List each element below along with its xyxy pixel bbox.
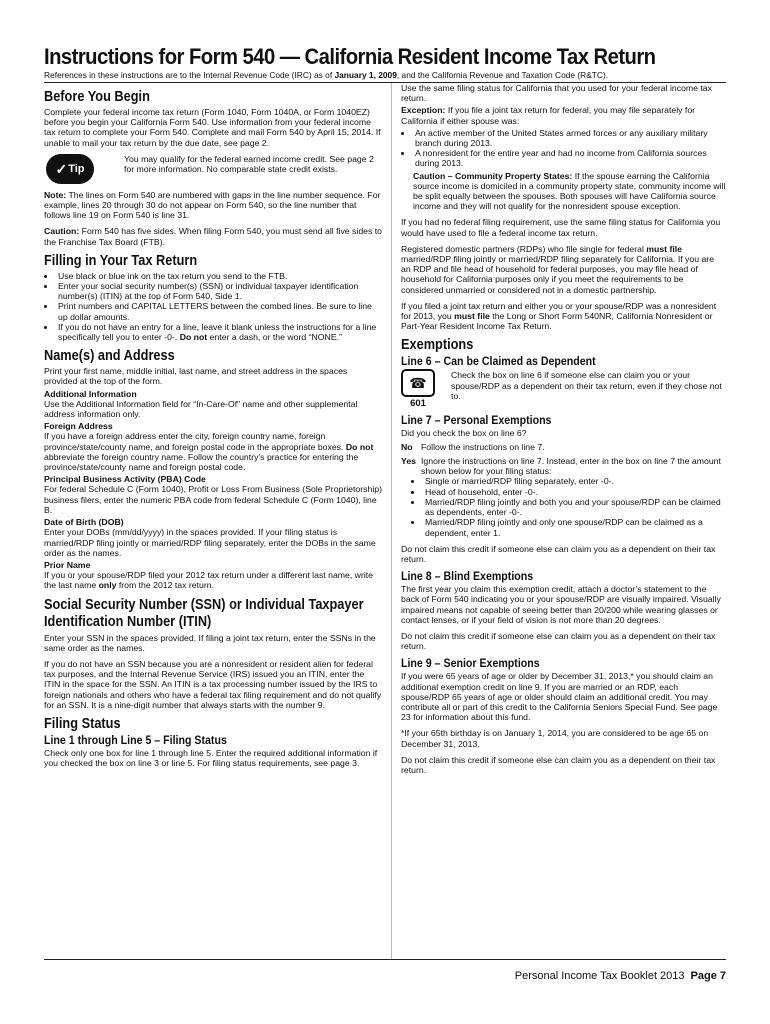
prior-name-text <box>44 570 382 590</box>
ssn-paragraph-2: If you do not have an SSN because you are a nonresident or resident alien for federal tax purposes, and the Internal Revenue Service (IRS) issued you an ITIN, enter the ITIN in the space for the SSN. An ITIN is a tax processing number issued by the IRS to foreign nationals and others who have a federal tax filing requirement and do not qualify for an SSN. It is a nine-digit number that always starts with the number 9. <box>44 658 382 710</box>
filling-item <box>56 322 382 342</box>
line9-note: Do not claim this credit if someone else can claim you as a dependent on their tax return. <box>401 754 716 775</box>
joint-bold: must file <box>454 311 490 322</box>
rdp-post: married/RDP filing jointly or married/RDP filing separately for California. If you are an RDP and file head of household for federal purposes, you may file head of household for California purposes only if you meet the requirements to be considered unmarried or considered not in a domestic partnership. <box>401 254 715 295</box>
exception-item: • An active member of the United States armed forces or any auxiliary military branch during 2013. <box>413 128 726 148</box>
page-subtitle <box>44 70 726 80</box>
left-column <box>44 89 382 774</box>
filling-item: • Use black or blue ink on the tax return you send to the FTB. <box>56 271 382 281</box>
page-title: Instructions for Form 540 — California Resident Income Tax Return <box>44 44 656 69</box>
page <box>44 44 726 775</box>
joint-nonresident-paragraph <box>401 301 726 332</box>
pba-text: For federal Schedule C (Form 1040), Profit or Loss From Business (Sole Proprietorship) business filers, enter the numeric PBA code from federal Schedule C (Form 1040), line B. <box>44 484 382 515</box>
prior-post: from the 2012 tax return. <box>116 580 214 591</box>
additional-info-heading: Additional Information <box>44 388 137 399</box>
right-column <box>401 83 726 781</box>
column-divider <box>391 83 392 959</box>
line9-text: If you were 65 years of age or older by December 31, 2013,* you should claim an additional exemption credit on line 9. If you are married or an RDP, each spouse/RDP 65 years of age or older should claim an additional credit. You may contribute all or part of this credit to the California Seniors Special Fund. See page 23 for information about this fund. <box>401 671 718 723</box>
phone-number: 601 <box>410 398 426 410</box>
note-paragraph <box>44 190 382 221</box>
filling-item: • Enter your social security number(s) (SSN) or individual taxpayer identification number(s) (ITIN) at the top of Form 540, Side 1. <box>56 281 382 301</box>
no-text: Follow the instructions on line 7. <box>421 441 545 452</box>
line6-heading: Line 6 – Can be Claimed as Dependent <box>401 354 596 369</box>
phone-badge <box>401 369 435 409</box>
line7-heading: Line 7 – Personal Exemptions <box>401 412 552 427</box>
before-paragraph: Complete your federal income tax return (Form 1040, Form 1040A, or Form 1040EZ) before you begin your California Form 540. Use information from your federal income tax return to complete your Form 540. Complete and mail Form 540 by April 15, 2014. If unable to mail your tax return by the due date, see page 2. <box>44 107 381 148</box>
foreign-post: abbreviate the foreign country name. Follow the country’s practice for entering the province/state/county name and foreign postal code. <box>44 451 359 473</box>
prior-name-heading: Prior Name <box>44 559 91 570</box>
subtitle-post: , and the California Revenue and Taxation Code (R&TC). <box>396 70 609 80</box>
filing-status-paragraph: Check only one box for line 1 through line 5. Enter the required additional information if you checked the box on line 3 or line 5. For filing status requirements, see page 3. <box>44 747 378 769</box>
exception-label: Exception: <box>401 105 446 116</box>
checkmark-icon: ✓ <box>55 160 68 177</box>
exemptions-heading: Exemptions <box>401 337 474 354</box>
foreign-pre: If you have a foreign address enter the city, foreign country name, foreign province/state/county name, and foreign postal code in the appropriate boxes. <box>44 431 346 452</box>
prior-pre: If you or your spouse/RDP filed your 2012 tax return under a different last name, write the last name <box>44 570 374 591</box>
joint-post: the Long or Short Form 540NR, California Nonresident or Part-Year Resident Income Tax Return. <box>401 311 713 332</box>
line6-text: Check the box on line 6 if someone else can claim you or your spouse/RDP as a dependent on their tax return, even if they chose not to. <box>451 370 722 401</box>
line7-question: Did you check the box on line 6? <box>401 427 527 438</box>
rdp-paragraph <box>401 244 726 295</box>
note-text: The lines on Form 540 are numbered with gaps in the line number sequence. For example, lines 20 through 30 do not appear on Form 540, so the line number that follows line 19 on Form 540 is line 31. <box>44 189 381 221</box>
caution-label: Caution: <box>44 226 80 237</box>
caution-paragraph <box>44 226 382 246</box>
line7-note: Do not claim this credit if someone else can claim you as a dependent on their tax return. <box>401 543 716 564</box>
ssn-paragraph-1: Enter your SSN in the spaces provided. If filing a joint tax return, enter the SSNs in the same order as the names. <box>44 632 376 653</box>
community-property-paragraph <box>401 171 726 212</box>
line9-footnote: *If your 65th birthday is on January 1, 2014, you are considered to be age 65 on December 31, 2013. <box>401 728 709 749</box>
right-paragraph-1: Use the same filing status for California that you used for your federal income tax return. <box>401 83 712 104</box>
filling-item: • Print numbers and CAPITAL LETTERS between the combed lines. Be sure to line up dollar amounts. <box>56 301 382 321</box>
line9-heading: Line 9 – Senior Exemptions <box>401 656 540 671</box>
right-paragraph-2: If you had no federal filing requirement, use the same filing status for California you would have used to file a federal income tax return. <box>401 217 721 238</box>
filing-status-heading: Filing Status <box>44 715 121 732</box>
yes-item: • Married/RDP filing jointly and only one spouse/RDP can be claimed as a dependent, enter 1. <box>423 517 726 537</box>
dob-text: Enter your DOBs (mm/dd/yyyy) in the spaces provided. If your filing status is married/RDP filing jointly or married/RDP filing separately, enter the DOBs in the same order as the names. <box>44 527 376 558</box>
filling-b4-post: enter a dash, or the word “NONE.” <box>207 332 342 343</box>
line8-text: The first year you claim this exemption credit, attach a doctor’s statement to the back of Form 540 indicating you or your spouse/RDP are visually impaired. Visually impaired means not capable of seeing better than 20/200 while wearing glasses or contact lenses, or if your field of vision is not more than 20 degrees. <box>401 584 721 625</box>
yes-item: • Head of household, enter -0-. <box>423 487 726 497</box>
page-number: Page 7 <box>690 970 726 982</box>
yes-label: Yes <box>401 456 416 467</box>
foreign-address-heading: Foreign Address <box>44 421 113 432</box>
exception-list <box>401 128 726 169</box>
subtitle-pre: References in these instructions are to the Internal Revenue Code (IRC) as of <box>44 70 335 80</box>
exception-paragraph <box>401 105 726 125</box>
pba-heading: Principal Business Activity (PBA) Code <box>44 474 206 485</box>
yes-row <box>401 456 726 476</box>
foreign-bold: Do not <box>345 441 374 452</box>
line8-note: Do not claim this credit if someone else can claim you as a dependent on their tax return. <box>401 630 716 652</box>
footer-text <box>515 970 726 982</box>
tip-text: You may qualify for the federal earned income credit. See page 2 for more information. No comparable state credit exists. <box>124 153 374 175</box>
subtitle-date: January 1, 2009 <box>334 70 397 80</box>
caution-text: Form 540 has five sides. When filing Form 540, you must send all five sides to the Franchise Tax Board (FTB). <box>44 226 382 247</box>
filling-heading: Filling in Your Tax Return <box>44 252 198 269</box>
page-footer <box>44 959 726 982</box>
community-property-text: If the spouse earning the California source income is domiciled in a community property state, community income will be split equally between the spouses. Both spouses will have California source income and they will not qualify for the nonresident spouse exception. <box>413 170 726 212</box>
rdp-bold: must file <box>646 243 683 254</box>
yes-list <box>401 476 726 537</box>
note-label: Note: <box>44 189 67 200</box>
filling-b4-bold: Do not <box>179 332 208 343</box>
booklet-label: Personal Income Tax Booklet 2013 <box>514 970 685 982</box>
exception-text: If you file a joint tax return for federal, you may file separately for California if either spouse was: <box>401 105 696 126</box>
joint-pre: If you filed a joint tax return and either you or your spouse/RDP was a nonresident for 2013, you <box>401 300 717 322</box>
ssn-heading: Social Security Number (SSN) or Individual Taxpayer Identification Number (ITIN) <box>44 596 364 630</box>
names-heading: Name(s) and Address <box>44 348 175 365</box>
foreign-address-text <box>44 431 382 472</box>
additional-info-text: Use the Additional Information field for “In-Care-Of” name and other supplemental address information only. <box>44 398 358 420</box>
names-paragraph: Print your first name, middle initial, last name, and street address in the spaces provided at the top of the form. <box>44 366 348 387</box>
before-heading: Before You Begin <box>44 89 150 105</box>
community-property-label: Caution – Community Property States: <box>413 170 573 181</box>
tip-label: Tip <box>68 162 85 175</box>
yes-item: • Single or married/RDP filing separately, enter -0-. <box>423 476 726 486</box>
tip-box <box>44 154 382 184</box>
yes-item: • Married/RDP filing jointly and both you and your spouse/RDP can be claimed as dependents, enter -0-. <box>423 497 726 517</box>
tip-icon <box>46 154 94 184</box>
filling-list <box>44 271 382 342</box>
no-label: No <box>401 441 413 452</box>
filing-status-subheading: Line 1 through Line 5 – Filing Status <box>44 732 227 747</box>
telephone-icon: ☎ <box>401 369 435 397</box>
exception-item: • A nonresident for the entire year and had no income from California sources during 2013. <box>413 148 726 168</box>
no-row <box>401 442 726 452</box>
yes-text: Ignore the instructions on line 7. Instead, enter in the box on line 7 the amount shown below for your filing status: <box>421 456 721 477</box>
rdp-pre: Registered domestic partners (RDPs) who file single for federal <box>401 243 647 254</box>
line8-heading: Line 8 – Blind Exemptions <box>401 569 534 584</box>
filling-b4-pre: If you do not have an entry for a line, leave it blank unless the instructions for a line specifically tell you to enter -0-. <box>58 321 377 343</box>
prior-bold: only <box>98 580 117 591</box>
line6-box <box>401 369 726 409</box>
dob-heading: Date of Birth (DOB) <box>44 517 124 528</box>
